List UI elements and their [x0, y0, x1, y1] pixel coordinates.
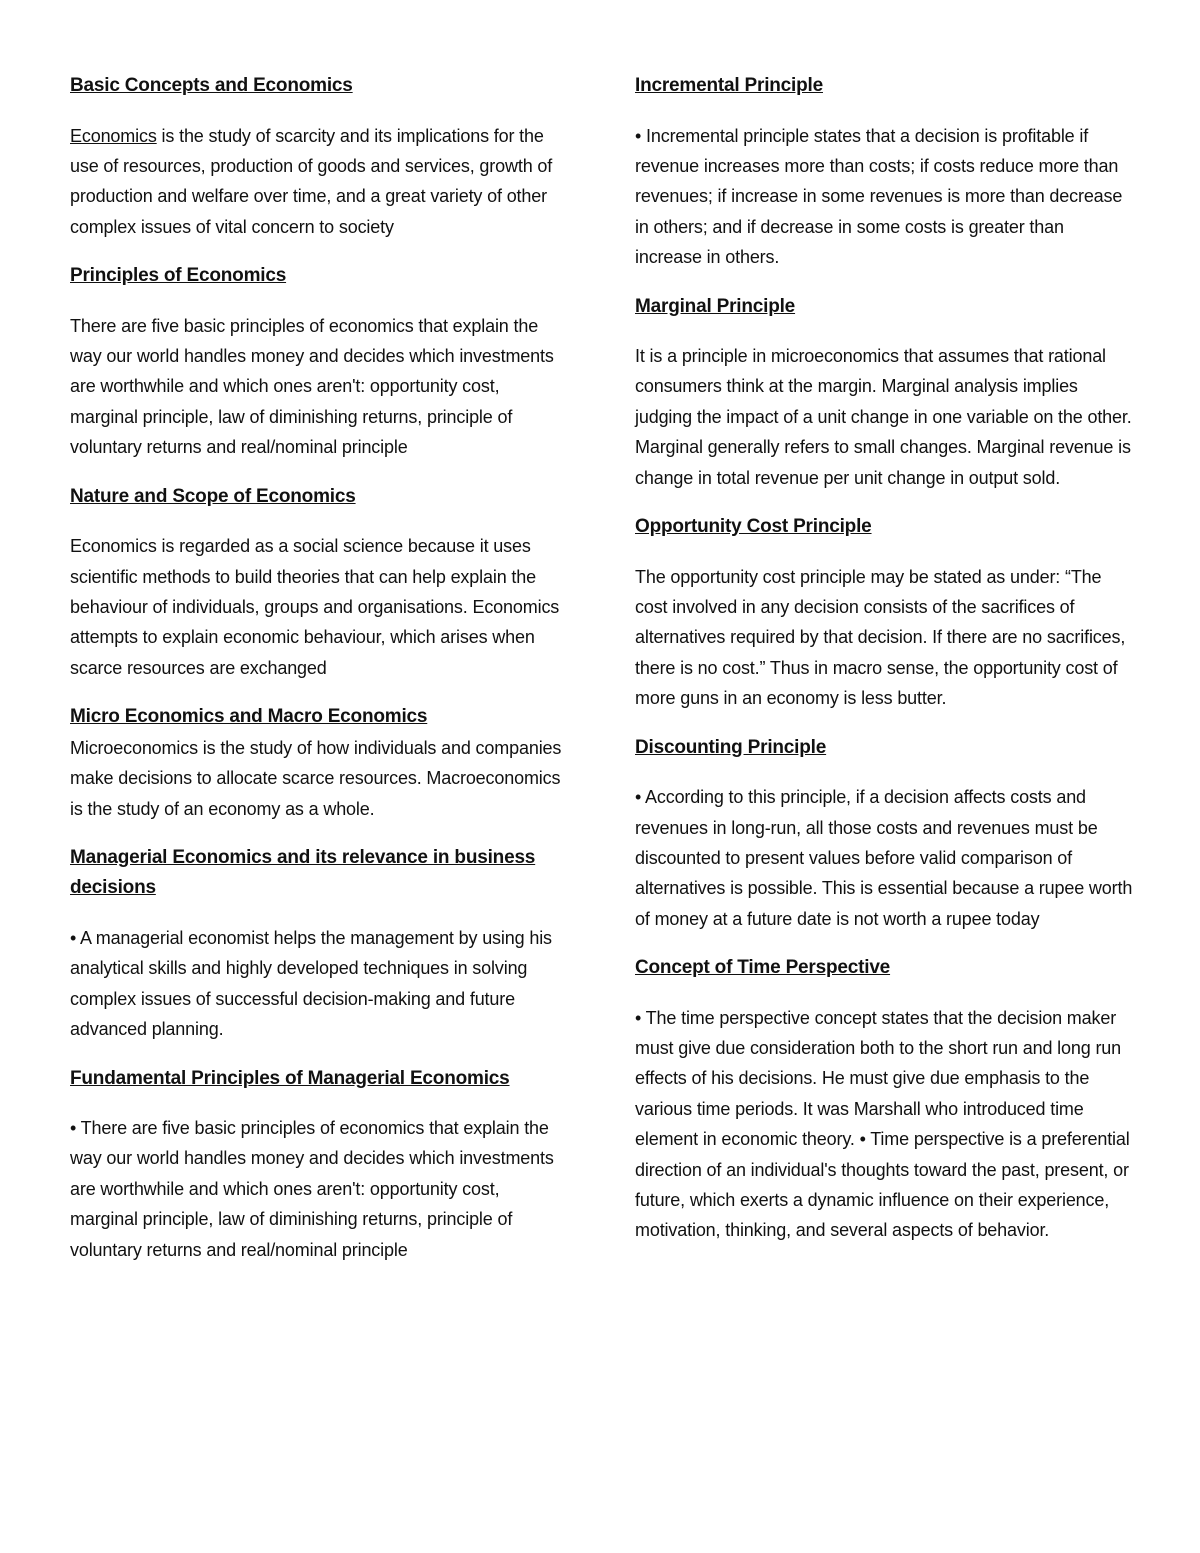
section-micro-macro	[70, 702, 570, 824]
section-principles-of-economics	[70, 261, 570, 463]
section-heading: Basic Concepts and Economics	[70, 75, 353, 96]
left-column	[70, 71, 570, 1284]
section-managerial-economics	[70, 843, 570, 1045]
section-heading: Managerial Economics and its relevance in business decisions	[70, 846, 536, 899]
section-body: • The time perspective concept states that the decision maker must give due consideration both to the short run and long run effects of his decisions. He must give due emphasis to the various time periods. It was Marshall who introduced time element in economic theory. • Time perspective is a preferential direction of an individual's thoughts toward the past, present, or future, which exerts a dynamic influence on their experience, motivation, thinking, and several aspects of behavior.	[635, 1007, 1130, 1241]
section-opportunity-cost	[635, 512, 1135, 714]
section-body: • A managerial economist helps the management by using his analytical skills and highly developed techniques in solving complex issues of successful decision-making and future advanced planning.	[70, 927, 552, 1040]
section-fundamental-principles	[70, 1064, 570, 1266]
underlined-term: Economics	[70, 125, 157, 146]
right-column	[635, 71, 1135, 1265]
section-nature-and-scope	[70, 482, 570, 684]
section-heading: Discounting Principle	[635, 736, 827, 758]
section-body: • Incremental principle states that a decision is profitable if revenue increases more than costs; if costs reduce more than revenues; if increase in some revenues is more than decrease in others; and if decrease in some costs is greater than increase in others.	[635, 125, 1123, 268]
section-heading: Concept of Time Perspective	[635, 957, 891, 979]
section-body: The opportunity cost principle may be stated as under: “The cost involved in any decision consists of the sacrifices of alternatives required by that decision. If there are no sacrifices, there is no cost.” Thus in macro sense, the opportunity cost of more guns in an economy is less butter.	[635, 566, 1126, 709]
section-discounting-principle	[635, 733, 1135, 935]
section-marginal-principle	[635, 292, 1135, 494]
section-body	[70, 121, 570, 243]
section-heading: Incremental Principle	[635, 75, 823, 96]
section-body: There are five basic principles of economics that explain the way our world handles money and decides which investments are worthwhile and which ones aren't: opportunity cost, marginal principle, law of diminishing returns, principle of voluntary returns and real/nominal principle	[70, 315, 554, 458]
section-heading: Nature and Scope of Economics	[70, 485, 356, 507]
section-body: • There are five basic principles of economics that explain the way our world handles money and decides which investments are worthwhile and which ones aren't: opportunity cost, marginal principle, law of diminishing returns, principle of voluntary returns and real/nominal principle	[70, 1118, 554, 1260]
section-heading: Opportunity Cost Principle	[635, 516, 872, 538]
section-body: • According to this principle, if a decision affects costs and revenues in long-run, all those costs and revenues must be discounted to present values before valid comparison of alternatives is possible. This is essential because a rupee worth of money at a future date is not worth a rupee today	[635, 787, 1133, 929]
section-body-text: is the study of scarcity and its implications for the use of resources, production of goods and services, growth of production and welfare over time, and a great variety of other complex issues of vital concern to society	[70, 125, 553, 237]
section-body: Microeconomics is the study of how individuals and companies make decisions to allocate scarce resources. Macroeconomics is the study of an economy as a whole.	[70, 737, 562, 819]
section-heading: Fundamental Principles of Managerial Economics	[70, 1067, 510, 1089]
section-incremental-principle	[635, 71, 1135, 273]
section-heading: Principles of Economics	[70, 265, 287, 287]
section-body: It is a principle in microeconomics that assumes that rational consumers think at the margin. Marginal analysis implies judging the impact of a unit change in one variable on the other. Marginal generally refers to small changes. Marginal revenue is change in total revenue per unit change in output sold.	[635, 346, 1132, 488]
section-time-perspective	[635, 953, 1135, 1246]
section-heading: Marginal Principle	[635, 295, 796, 317]
section-body: Economics is regarded as a social science because it uses scientific methods to build theories that can help explain the behaviour of individuals, groups and organisations. Economics attempts to explain economic behaviour, which arises when scarce resources are exchanged	[70, 536, 560, 678]
section-heading: Micro Economics and Macro Economics	[70, 706, 428, 728]
section-basic-concepts	[70, 71, 570, 242]
